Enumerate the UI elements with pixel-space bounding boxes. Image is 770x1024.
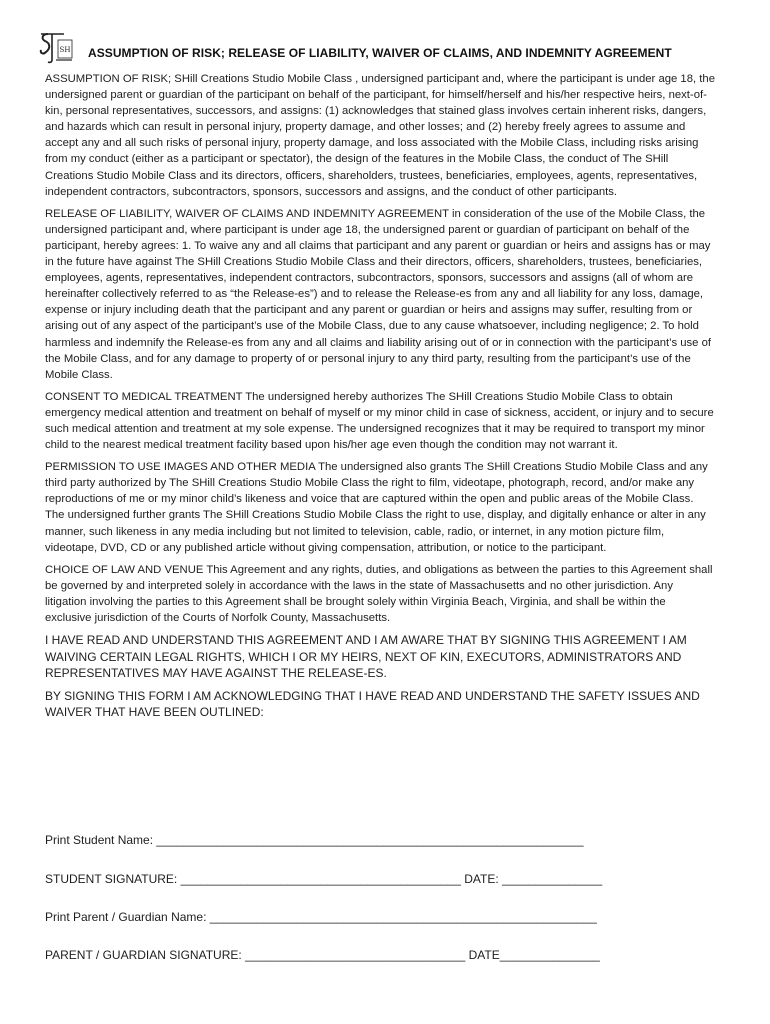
choice-of-law-paragraph: CHOICE OF LAW AND VENUE This Agreement and any rights, duties, and obligations as between the parties to this Agreement shall be governed by and interpreted solely in accordance with the laws in the state of Massachusetts and no other jurisdiction. Any litigation involving the parties to this Agreement shall be brought solely within Virginia Beach, Virginia, and shall be within the exclusive jurisdiction of the Courts of Norfolk County, Massachusetts.	[45, 563, 713, 624]
parent-date-line[interactable]: _______________	[499, 948, 600, 962]
parent-signature-field[interactable]	[45, 948, 600, 962]
student-name-label: Print Student Name:	[45, 833, 157, 847]
parent-signature-line[interactable]: _________________________________	[245, 948, 466, 962]
student-signature-line[interactable]: __________________________________________	[180, 872, 461, 886]
parent-date-label: DATE	[465, 948, 500, 962]
parent-name-label: Print Parent / Guardian Name:	[45, 910, 210, 924]
svg-text:SH: SH	[59, 46, 71, 54]
student-date-label: DATE:	[460, 872, 503, 886]
document-title: ASSUMPTION OF RISK; RELEASE OF LIABILITY, WAIVER OF CLAIMS, AND INDEMNITY AGREEMENT	[88, 46, 672, 60]
student-signature-label: STUDENT SIGNATURE:	[45, 872, 181, 886]
medical-consent-paragraph: CONSENT TO MEDICAL TREATMENT The undersigned hereby authorizes The SHill Creations Studio Mobile Class to obtain emergency medical attention and treatment on behalf of myself or my minor child in case of sickness, accident, or injury and to secure such medical attention and treatment at my sole expense. The undersigned recognizes that it may be required to transport my minor child to the nearest medical treatment facility based upon his/her age even though the condition may not warrant it.	[45, 390, 714, 452]
student-date-line[interactable]: _______________	[502, 872, 603, 886]
parent-name-line[interactable]: __________________________________________________________	[209, 910, 597, 924]
parent-signature-label: PARENT / GUARDIAN SIGNATURE:	[45, 948, 246, 962]
assumption-of-risk-paragraph: ASSUMPTION OF RISK; SHill Creations Studio Mobile Class , undersigned participant and, where the participant is under age 18, the undersigned parent or guardian of the participant on behalf of the participant, for himself/herself and his/her respective heirs, next-of-kin, personal representatives, successors, and assigns: (1) acknowledges that stained glass involves certain inherent risks, dangers, and hazards which can result in personal injury, property damage, and other losses; and (2) hereby freely agrees to assume and accept any and all such risks of personal injury, property damage, and loss associated with the Mobile Class, including risks arising from my conduct (either as a participant or spectator), the design of the features in the Mobile Class, the conduct of The SHill Creations Studio Mobile Class and its directors, officers, shareholders, trustees, beneficiaries, employees, agents, representatives, independent contractors, subcontractors, sponsors, successors and assigns, and the conduct of other participants.	[45, 73, 715, 198]
acknowledgement-safety: BY SIGNING THIS FORM I AM ACKNOWLEDGING THAT I HAVE READ AND UNDERSTAND THE SAFETY ISSUES AND WAIVER THAT HAVE BEEN OUTLINED:	[45, 688, 700, 720]
acknowledgement-rights-waiver: I HAVE READ AND UNDERSTAND THIS AGREEMENT AND I AM AWARE THAT BY SIGNING THIS AGREEMENT I AM WAIVING CERTAIN LEGAL RIGHTS, WHICH I OR MY HEIRS, NEXT OF KIN, EXECUTORS, ADMINISTRATORS AND REPRESENTATIVES MAY HAVE AGAINST THE RELEASE-ES.	[45, 633, 687, 681]
release-of-liability-paragraph: RELEASE OF LIABILITY, WAIVER OF CLAIMS AND INDEMNITY AGREEMENT in consideration of the use of the Mobile Class, the undersigned participant and, where participant is under age 18, the undersigned parent or guardian of participant on behalf of the participant, hereby agrees: 1. To waive any and all claims that participant and any parent or guardian or heirs and assigns has or may in the future have against The SHill Creations Studio Mobile Class and their directors, officers, shareholders, trustees, beneficiaries, employees, agents, representatives, independent contractors, subcontractors, sponsors, successors and assigns (all of whom are hereinafter collectively referred to as “the Release-es”) and to release the Release-es from any and all liability for any loss, damage, expense or injury including death that the participant and any parent or guardian or heirs and assigns may suffer, resulting from or arising out of any aspect of the participant’s use of the Mobile Class, due to any cause whatsoever, including negligence; 2. To hold harmless and indemnify the Release-es from any and all claims and liability arising out of or in connection with the participant’s use of the Mobile Class, and for any damage to property of or personal injury to any third party, resulting from the participant’s use of the Mobile Class.	[45, 207, 712, 381]
student-name-field[interactable]	[45, 833, 584, 847]
student-signature-field[interactable]	[45, 872, 602, 886]
student-name-line[interactable]: ________________________________________________________________	[156, 833, 584, 847]
parent-name-field[interactable]	[45, 910, 597, 924]
media-permission-paragraph: PERMISSION TO USE IMAGES AND OTHER MEDIA The undersigned also grants The SHill Creations Studio Mobile Class and any third party authorized by The SHill Creations Studio Mobile Class the right to film, videotape, photograph, record, and/or make any reproductions of me or my minor child’s likeness and voice that are captured within the open and public areas of the Mobile Class. The undersigned further grants The SHill Creations Studio Mobile Class the right to use, display, and digitally enhance or alter in any manner, such likeness in any media including but not limited to television, cable, radio, or internet, in any motion picture film, videotape, DVD, CD or any published article without giving compensation, attribution, or notice to the participant.	[45, 461, 708, 554]
studio-monogram-icon	[38, 30, 76, 64]
agreement-body	[45, 71, 715, 727]
